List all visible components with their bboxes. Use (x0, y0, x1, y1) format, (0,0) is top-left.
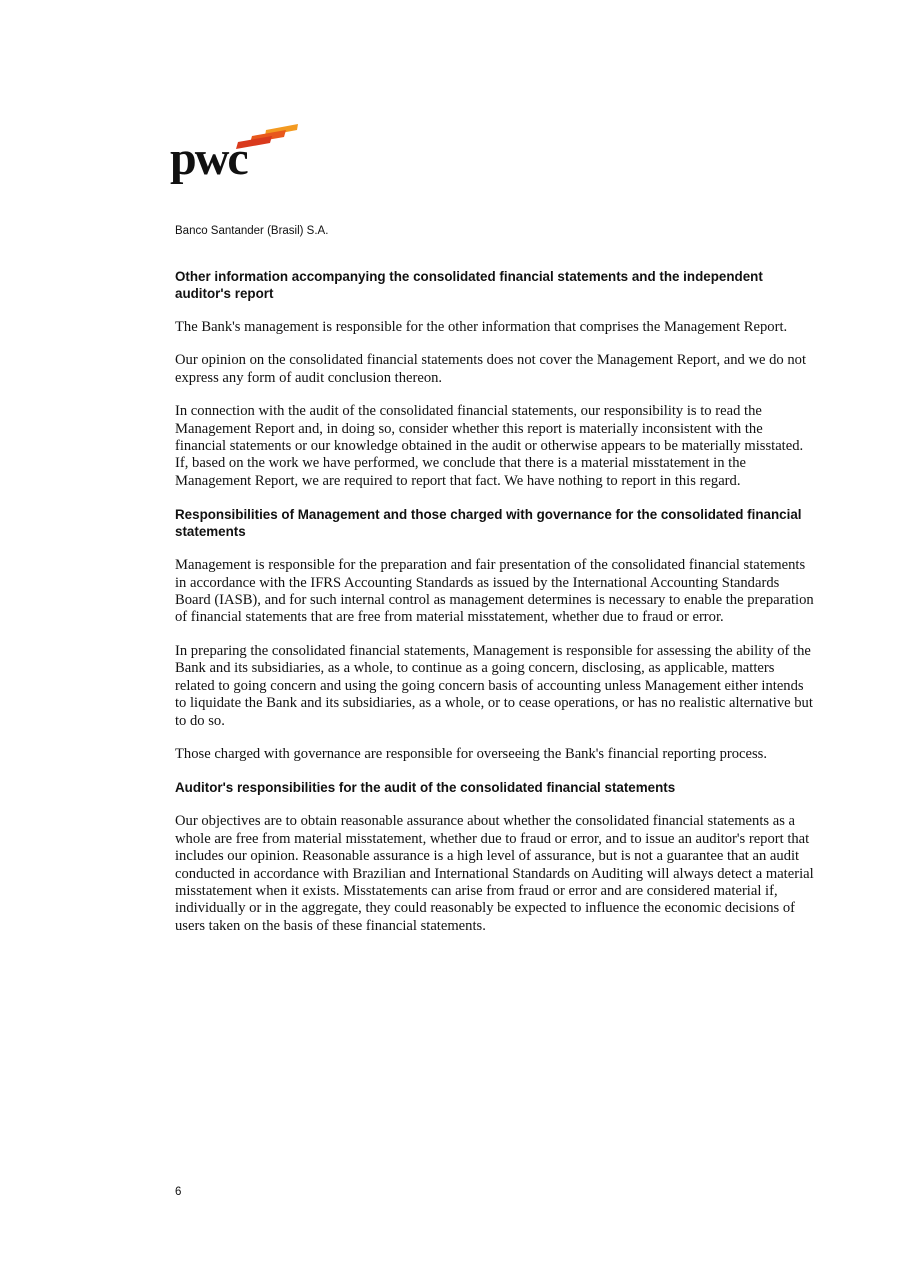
entity-name: Banco Santander (Brasil) S.A. (175, 225, 329, 237)
report-body (175, 268, 815, 951)
paragraph: In preparing the consolidated financial statements, Management is responsible for assessing the ability of the Bank and its subsidiaries, as a whole, to continue as a going concern, disclosing, as applicable, matters related to going concern and using the going concern basis of accounting unless Management either intends to liquidate the Bank and its subsidiaries, as a whole, or to cease operations, or has no realistic alternative but to do so. (175, 642, 813, 729)
section-other-information (175, 268, 815, 490)
page-number: 6 (175, 1186, 182, 1198)
paragraph: Those charged with governance are responsible for overseeing the Bank's financial reporting process. (175, 745, 767, 762)
paragraph: Management is responsible for the preparation and fair presentation of the consolidated financial statements in accordance with the IFRS Accounting Standards as issued by the International Accounting Standards Board (IASB), and for such internal control as management determines is necessary to enable the preparation of financial statements that are free from material misstatement, whether due to fraud or error. (175, 557, 814, 626)
section-heading: Responsibilities of Management and those charged with governance for the consolidated financial statements (175, 507, 802, 540)
section-management-responsibilities (175, 506, 815, 763)
section-heading: Other information accompanying the consolidated financial statements and the independent auditor's report (175, 269, 763, 301)
paragraph: In connection with the audit of the consolidated financial statements, our responsibility is to read the Management Report and, in doing so, consider whether this report is materially inconsistent with the financial statements or our knowledge obtained in the audit or otherwise appears to be materially misstated. If, based on the work we have performed, we conclude that there is a material misstatement in the Management Report, we are required to report that fact. We have nothing to report in this regard. (175, 403, 804, 489)
section-heading: Auditor's responsibilities for the audit of the consolidated financial statements (175, 780, 676, 796)
logo-wordmark: pwc (170, 132, 247, 185)
paragraph: The Bank's management is responsible for the other information that comprises the Management Report. (175, 319, 788, 335)
section-auditor-responsibilities (175, 779, 815, 935)
paragraph: Our opinion on the consolidated financial statements does not cover the Management Report, and we do not express any form of audit conclusion thereon. (175, 352, 807, 386)
paragraph: Our objectives are to obtain reasonable assurance about whether the consolidated financial statements as a whole are free from material misstatement, whether due to fraud or error, and to issue an auditor's report that includes our opinion. Reasonable assurance is a high level of assurance, but is not a guarantee that an audit conducted in accordance with Brazilian and International Standards on Auditing will always detect a material misstatement when it exists. Misstatements can arise from fraud or error and are considered material if, individually or in the aggregate, they could reasonably be expected to influence the economic decisions of users taken on the basis of these financial statements. (175, 813, 814, 934)
pwc-logo (170, 122, 300, 192)
